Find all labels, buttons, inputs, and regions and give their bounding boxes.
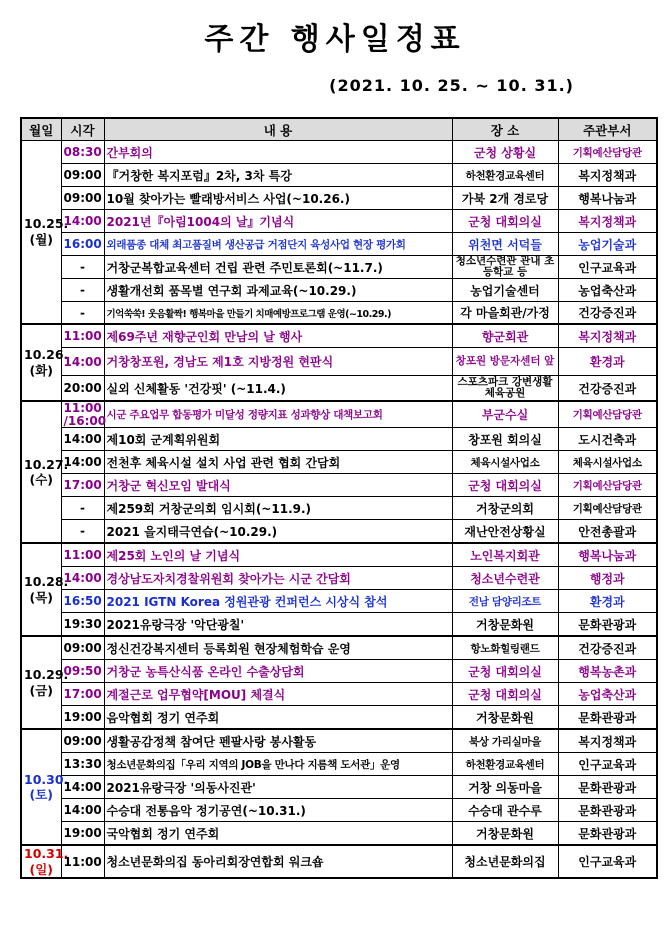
event-place: 가북 2개 경로당 — [452, 187, 558, 210]
event-dept: 안전총괄과 — [558, 520, 657, 544]
time-cell: 09:00 — [61, 164, 104, 187]
schedule-row — [21, 636, 657, 660]
event-content: 생활개선회 품목별 연구회 과제교육(~10.29.) — [104, 279, 452, 302]
schedule-row — [21, 776, 657, 799]
page-title: 주간 행사일정표 — [204, 22, 466, 57]
schedule-row — [21, 348, 657, 376]
schedule-row — [21, 822, 657, 846]
schedule-row — [21, 474, 657, 497]
time-cell: 14:00 — [61, 567, 104, 590]
schedule-row — [21, 256, 657, 279]
event-content: 제25회 노인의 날 기념식 — [104, 543, 452, 567]
schedule-row — [21, 567, 657, 590]
date-cell — [21, 324, 69, 401]
event-place: 거창문화원 — [452, 706, 558, 730]
event-content: 제10회 군계획위원회 — [104, 428, 452, 451]
time-cell: 08:30 — [61, 141, 104, 164]
event-place: 노인복지회관 — [452, 543, 558, 567]
time-cell: 09:00 — [61, 729, 104, 753]
event-place: 농업기술센터 — [452, 279, 558, 302]
event-content: 경상남도자치경찰위원회 찾아가는 시군 간담회 — [104, 567, 452, 590]
schedule-row — [21, 729, 657, 753]
schedule-row — [21, 497, 657, 520]
date-label: 10.25. — [24, 216, 69, 232]
schedule-row — [21, 543, 657, 567]
weekday-label: (일) — [29, 861, 53, 877]
event-place: 전남 담양리조트 — [452, 590, 558, 613]
event-dept: 행정과 — [558, 567, 657, 590]
schedule-row — [21, 845, 657, 878]
event-content: 실외 신체활동 '건강핏' (~11.4.) — [104, 376, 452, 402]
event-content: 계절근로 업무협약[MOU] 체결식 — [104, 683, 452, 706]
weekday-label: (월) — [29, 232, 53, 248]
schedule-table — [20, 117, 658, 879]
event-dept: 문화관광과 — [558, 706, 657, 730]
time-cell: 09:50 — [61, 660, 104, 683]
header-time: 시각 — [61, 118, 104, 141]
event-content: 2021유랑극장 '의동사진관' — [104, 776, 452, 799]
time-cell: 14:00 — [61, 348, 104, 376]
event-place: 향군회관 — [452, 324, 558, 348]
header-dept: 주관부서 — [558, 118, 657, 141]
event-dept: 인구교육과 — [558, 256, 657, 279]
event-place: 항노화힐링랜드 — [452, 636, 558, 660]
time-cell: 14:00 — [61, 210, 104, 233]
time-cell: 11:00 /16:00 — [61, 401, 104, 428]
time-cell: 19:00 — [61, 706, 104, 730]
date-cell — [21, 729, 69, 845]
event-dept: 행복나눔과 — [558, 187, 657, 210]
event-dept: 기획예산담당관 — [558, 401, 657, 428]
event-content: 『거창한 복지포럼』2차, 3차 특강 — [104, 164, 452, 187]
time-cell: - — [61, 302, 104, 325]
date-cell — [21, 543, 69, 636]
time-cell: 16:50 — [61, 590, 104, 613]
event-content: 청소년문화의집 동아리회장연합회 워크숍 — [104, 845, 452, 878]
event-dept: 인구교육과 — [558, 753, 657, 776]
event-dept: 환경과 — [558, 348, 657, 376]
event-dept: 복지정책과 — [558, 729, 657, 753]
event-dept: 문화관광과 — [558, 613, 657, 637]
time-cell: 19:00 — [61, 822, 104, 846]
schedule-row — [21, 706, 657, 730]
header-place: 장 소 — [452, 118, 558, 141]
event-content: 제69주년 재향군인회 만남의 날 행사 — [104, 324, 452, 348]
event-content: 전천후 체육시설 설치 사업 관련 협회 간담회 — [104, 451, 452, 474]
date-label: 10.30. — [24, 771, 69, 787]
event-dept: 농업축산과 — [558, 279, 657, 302]
schedule-row — [21, 324, 657, 348]
time-cell: - — [61, 497, 104, 520]
event-dept: 기획예산담당관 — [558, 474, 657, 497]
event-place: 창포원 방문자센터 앞 — [452, 348, 558, 376]
event-place: 수승대 관수루 — [452, 799, 558, 822]
time-cell: 09:00 — [61, 636, 104, 660]
header-date: 월일 — [21, 118, 61, 141]
event-dept: 기획예산담당관 — [558, 497, 657, 520]
schedule-row — [21, 428, 657, 451]
event-dept: 인구교육과 — [558, 845, 657, 878]
schedule-row — [21, 683, 657, 706]
event-place: 군청 대회의실 — [452, 210, 558, 233]
event-content: 거창군 혁신모임 발대식 — [104, 474, 452, 497]
event-place: 군청 대회의실 — [452, 683, 558, 706]
schedule-row — [21, 660, 657, 683]
schedule-row — [21, 164, 657, 187]
event-dept: 문화관광과 — [558, 776, 657, 799]
time-cell: 11:00 — [61, 845, 104, 878]
event-dept: 문화관광과 — [558, 799, 657, 822]
header-content: 내 용 — [104, 118, 452, 141]
event-content: 정신건강복지센터 등록회원 현장체험학습 운영 — [104, 636, 452, 660]
event-place: 하천환경교육센터 — [452, 164, 558, 187]
event-place: 하천환경교육센터 — [452, 753, 558, 776]
event-dept: 기획예산담당관 — [558, 141, 657, 164]
time-cell: 14:00 — [61, 428, 104, 451]
event-content: 기억쑥쑥! 웃음활짝! 행복마을 만들기 치매예방프로그램 운영(~10.29.) — [104, 302, 452, 325]
time-cell: - — [61, 279, 104, 302]
event-place: 북상 가리실마을 — [452, 729, 558, 753]
event-place: 거창 의동마을 — [452, 776, 558, 799]
time-cell: 19:30 — [61, 613, 104, 637]
schedule-row — [21, 799, 657, 822]
event-content: 거창창포원, 경남도 제1호 지방정원 현판식 — [104, 348, 452, 376]
event-content: 시군 주요업무 합동평가 미달성 정량지표 성과향상 대책보고회 — [104, 401, 452, 428]
schedule-row — [21, 520, 657, 544]
event-place: 청소년문화의집 — [452, 845, 558, 878]
schedule-row — [21, 141, 657, 164]
schedule-row — [21, 451, 657, 474]
event-content: 제259회 거창군의회 임시회(~11.9.) — [104, 497, 452, 520]
event-content: 간부회의 — [104, 141, 452, 164]
event-place: 창포원 회의실 — [452, 428, 558, 451]
event-dept: 문화관광과 — [558, 822, 657, 846]
event-dept: 복지정책과 — [558, 210, 657, 233]
event-place: 체육시설사업소 — [452, 451, 558, 474]
event-dept: 건강증진과 — [558, 302, 657, 325]
event-dept: 복지정책과 — [558, 324, 657, 348]
schedule-row — [21, 753, 657, 776]
event-content: 청소년문화의집「우리 지역의 JOB을 만나다 지름책 도서관」운영 — [104, 753, 452, 776]
date-label: 10.27. — [24, 456, 69, 472]
schedule-body — [21, 141, 657, 879]
event-content: 국악협회 정기 연주회 — [104, 822, 452, 846]
date-cell — [21, 141, 69, 325]
time-cell: 11:00 — [61, 543, 104, 567]
event-place: 군청 대회의실 — [452, 474, 558, 497]
time-cell: - — [61, 256, 104, 279]
schedule-row — [21, 187, 657, 210]
time-cell: - — [61, 520, 104, 544]
event-content: 거창군복합교육센터 건립 관련 주민토론회(~11.7.) — [104, 256, 452, 279]
time-cell: 09:00 — [61, 187, 104, 210]
event-place: 부군수실 — [452, 401, 558, 428]
time-cell: 17:00 — [61, 683, 104, 706]
date-label: 10.31. — [24, 846, 69, 862]
event-place: 거창문화원 — [452, 822, 558, 846]
time-cell: 16:00 — [61, 233, 104, 256]
event-dept: 행복농촌과 — [558, 660, 657, 683]
date-cell — [21, 636, 69, 729]
event-dept: 농업기술과 — [558, 233, 657, 256]
event-dept: 농업축산과 — [558, 683, 657, 706]
weekday-label: (토) — [29, 787, 53, 803]
date-label: 10.28. — [24, 574, 69, 590]
header-row — [21, 118, 657, 141]
event-place: 군청 상황실 — [452, 141, 558, 164]
event-dept: 환경과 — [558, 590, 657, 613]
time-cell: 14:00 — [61, 776, 104, 799]
event-content: 외래품종 대체 최고품질벼 생산공급 거점단지 육성사업 현장 평가회 — [104, 233, 452, 256]
event-content: 2021 을지태극연습(~10.29.) — [104, 520, 452, 544]
event-place: 재난안전상황실 — [452, 520, 558, 544]
time-cell: 20:00 — [61, 376, 104, 402]
weekday-label: (목) — [29, 589, 53, 605]
event-content: 거창군 농특산식품 온라인 수출상담회 — [104, 660, 452, 683]
schedule-row — [21, 302, 657, 325]
event-content: 2021유랑극장 '악단광칠' — [104, 613, 452, 637]
weekday-label: (화) — [29, 362, 53, 378]
event-content: 10월 찾아가는 빨래방서비스 사업(~10.26.) — [104, 187, 452, 210]
time-cell: 14:00 — [61, 799, 104, 822]
event-dept: 체육시설사업소 — [558, 451, 657, 474]
event-place: 거창군의회 — [452, 497, 558, 520]
weekday-label: (금) — [29, 682, 53, 698]
date-cell — [21, 845, 69, 878]
time-cell: 13:30 — [61, 753, 104, 776]
event-place: 스포츠파크 강변생활체육공원 — [452, 376, 558, 402]
schedule-row — [21, 233, 657, 256]
time-cell: 14:00 — [61, 451, 104, 474]
event-dept: 도시건축과 — [558, 428, 657, 451]
event-place: 청소년수련관 — [452, 567, 558, 590]
event-place: 각 마을회관/가정 — [452, 302, 558, 325]
date-range: (2021. 10. 25. ~ 10. 31.) — [329, 76, 574, 95]
event-dept: 행복나눔과 — [558, 543, 657, 567]
event-dept: 복지정책과 — [558, 164, 657, 187]
time-cell: 11:00 — [61, 324, 104, 348]
event-place: 군청 대회의실 — [452, 660, 558, 683]
event-content: 2021 IGTN Korea 정원관광 컨퍼런스 시상식 참석 — [104, 590, 452, 613]
date-label: 10.29. — [24, 667, 69, 683]
schedule-row — [21, 613, 657, 637]
event-place: 거창문화원 — [452, 613, 558, 637]
event-place: 청소년수련관 관내 초등학교 등 — [452, 256, 558, 279]
schedule-row — [21, 279, 657, 302]
schedule-row — [21, 210, 657, 233]
event-content: 2021년『아림1004의 날』기념식 — [104, 210, 452, 233]
time-cell: 17:00 — [61, 474, 104, 497]
schedule-row — [21, 376, 657, 402]
event-content: 음악협회 정기 연주회 — [104, 706, 452, 730]
event-dept: 건강증진과 — [558, 636, 657, 660]
event-place: 위천면 서덕들 — [452, 233, 558, 256]
event-dept: 건강증진과 — [558, 376, 657, 402]
event-content: 생활공감정책 참여단 펜팔사랑 봉사활동 — [104, 729, 452, 753]
schedule-row — [21, 401, 657, 428]
weekday-label: (수) — [29, 472, 53, 488]
event-content: 수승대 전통음악 정기공연(~10.31.) — [104, 799, 452, 822]
date-cell — [21, 401, 69, 543]
date-label: 10.26. — [24, 346, 69, 362]
schedule-row — [21, 590, 657, 613]
